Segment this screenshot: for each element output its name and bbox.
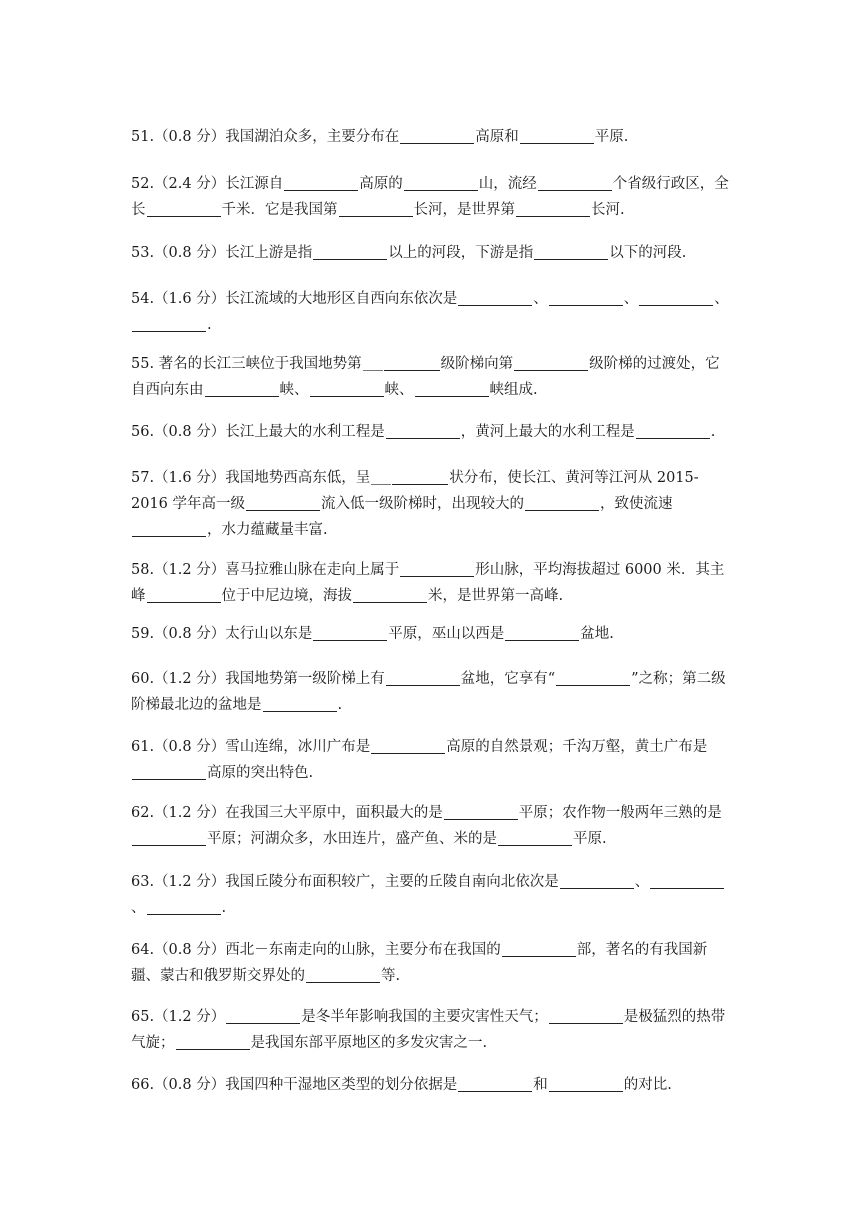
answer-blank[interactable] [310,380,384,397]
answer-blank[interactable] [514,354,588,371]
answer-blank[interactable] [534,243,608,260]
answer-blank[interactable] [147,200,221,217]
question-55: 55. 著名的长江三峡位于我国地势第 级阶梯向第 级阶梯的过渡处，它自西向东由 峡、 峡、 峡组成. [131,356,720,398]
answer-blank[interactable] [639,289,713,306]
question-61: 61.（0.8 分）雪山连绵，冰川广布是 高原的自然景观；千沟万壑，黄土广布是高原的突出特色. [131,739,708,781]
answer-blank[interactable] [263,695,337,712]
answer-blank[interactable] [498,829,572,846]
question-56: 56.（0.8 分）长江上最大的水利工程是 ，黄河上最大的水利工程是 . [131,424,716,440]
answer-blank[interactable] [444,803,518,820]
answer-blank[interactable] [549,1075,623,1092]
answer-blank[interactable] [313,243,387,260]
question-65: 65.（1.2 分） 是冬半年影响我国的主要灾害性天气； 是极猛烈的热带气旋； 是我国东部平原地区的多发灾害之一. [131,1009,726,1051]
answer-blank[interactable] [205,380,279,397]
answer-blank[interactable] [226,1007,300,1024]
answer-blank[interactable] [284,174,358,191]
answer-blank[interactable] [246,494,320,511]
answer-blank[interactable] [176,1033,250,1050]
answer-blank[interactable] [549,289,623,306]
answer-blank[interactable] [353,586,427,603]
answer-blank[interactable] [132,763,206,780]
answer-blank[interactable] [339,200,413,217]
answer-blank[interactable] [404,174,478,191]
answer-blank[interactable] [313,624,387,641]
answer-blank[interactable] [132,520,206,537]
answer-blank[interactable] [371,468,391,485]
question-51: 51.（0.8 分）我国湖泊众多，主要分布在 高原和 平原. [131,129,629,145]
answer-blank[interactable] [520,127,594,144]
answer-blank[interactable] [458,1075,532,1092]
answer-blank[interactable] [132,829,206,846]
answer-blank[interactable] [505,624,579,641]
answer-blank[interactable] [371,737,445,754]
answer-blank[interactable] [147,898,221,915]
question-52: 52.（2.4 分）长江源自 高原的 山，流经 个省级行政区，全长 千米．它是我国第 长河，是世界第 长河. [131,176,729,218]
answer-blank[interactable] [538,174,612,191]
answer-blank[interactable] [147,586,221,603]
answer-blank[interactable] [384,354,440,371]
question-53: 53.（0.8 分）长江上游是指 以上的河段，下游是指 以下的河段. [131,245,687,261]
question-57: 57.（1.6 分）我国地势西高东低，呈 状分布，使长江、黄河等江河从 2015-2016 学年高一级 流入低一级阶梯时，出现较大的 ，致使流速，水力蕴藏量丰富. [131,470,699,538]
answer-blank[interactable] [132,315,206,332]
answer-blank[interactable] [386,422,460,439]
answer-blank[interactable] [560,872,634,889]
answer-blank[interactable] [400,560,474,577]
answer-blank[interactable] [549,1007,623,1024]
question-64: 64.（0.8 分）西北－东南走向的山脉，主要分布在我国的 部，著名的有我国新疆、蒙古和俄罗斯交界处的 等. [131,942,708,984]
answer-blank[interactable] [636,422,710,439]
answer-blank[interactable] [516,200,590,217]
answer-blank[interactable] [386,669,460,686]
question-58: 58.（1.2 分）喜马拉雅山脉在走向上属于 形山脉，平均海拔超过 6000 米．其主峰 位于中尼边境，海拔 米，是世界第一高峰. [131,562,725,604]
answer-blank[interactable] [525,494,599,511]
answer-blank[interactable] [392,468,448,485]
question-66: 66.（0.8 分）我国四种干湿地区类型的划分依据是 和 的对比. [131,1077,672,1093]
answer-blank[interactable] [306,966,380,983]
answer-blank[interactable] [415,380,489,397]
answer-blank[interactable] [400,127,474,144]
question-62: 62.（1.2 分）在我国三大平原中，面积最大的是 平原；农作物一般两年三熟的是平原；河湖众多，水田连片，盛产鱼、米的是 平原. [131,805,722,847]
answer-blank[interactable] [650,872,724,889]
answer-blank[interactable] [556,669,630,686]
answer-blank[interactable] [363,354,383,371]
question-59: 59.（0.8 分）太行山以东是 平原，巫山以西是 盆地. [131,626,614,642]
answer-blank[interactable] [502,940,576,957]
question-54: 54.（1.6 分）长江流域的大地形区自西向东依次是 、 、 、. [131,291,729,333]
question-60: 60.（1.2 分）我国地势第一级阶梯上有 盆地，它享有“ ”之称；第二级阶梯最北边的盆地是 . [131,671,726,713]
question-63: 63.（1.2 分）我国丘陵分布面积较广，主要的丘陵自南向北依次是 、、 . [131,869,731,921]
answer-blank[interactable] [458,289,532,306]
